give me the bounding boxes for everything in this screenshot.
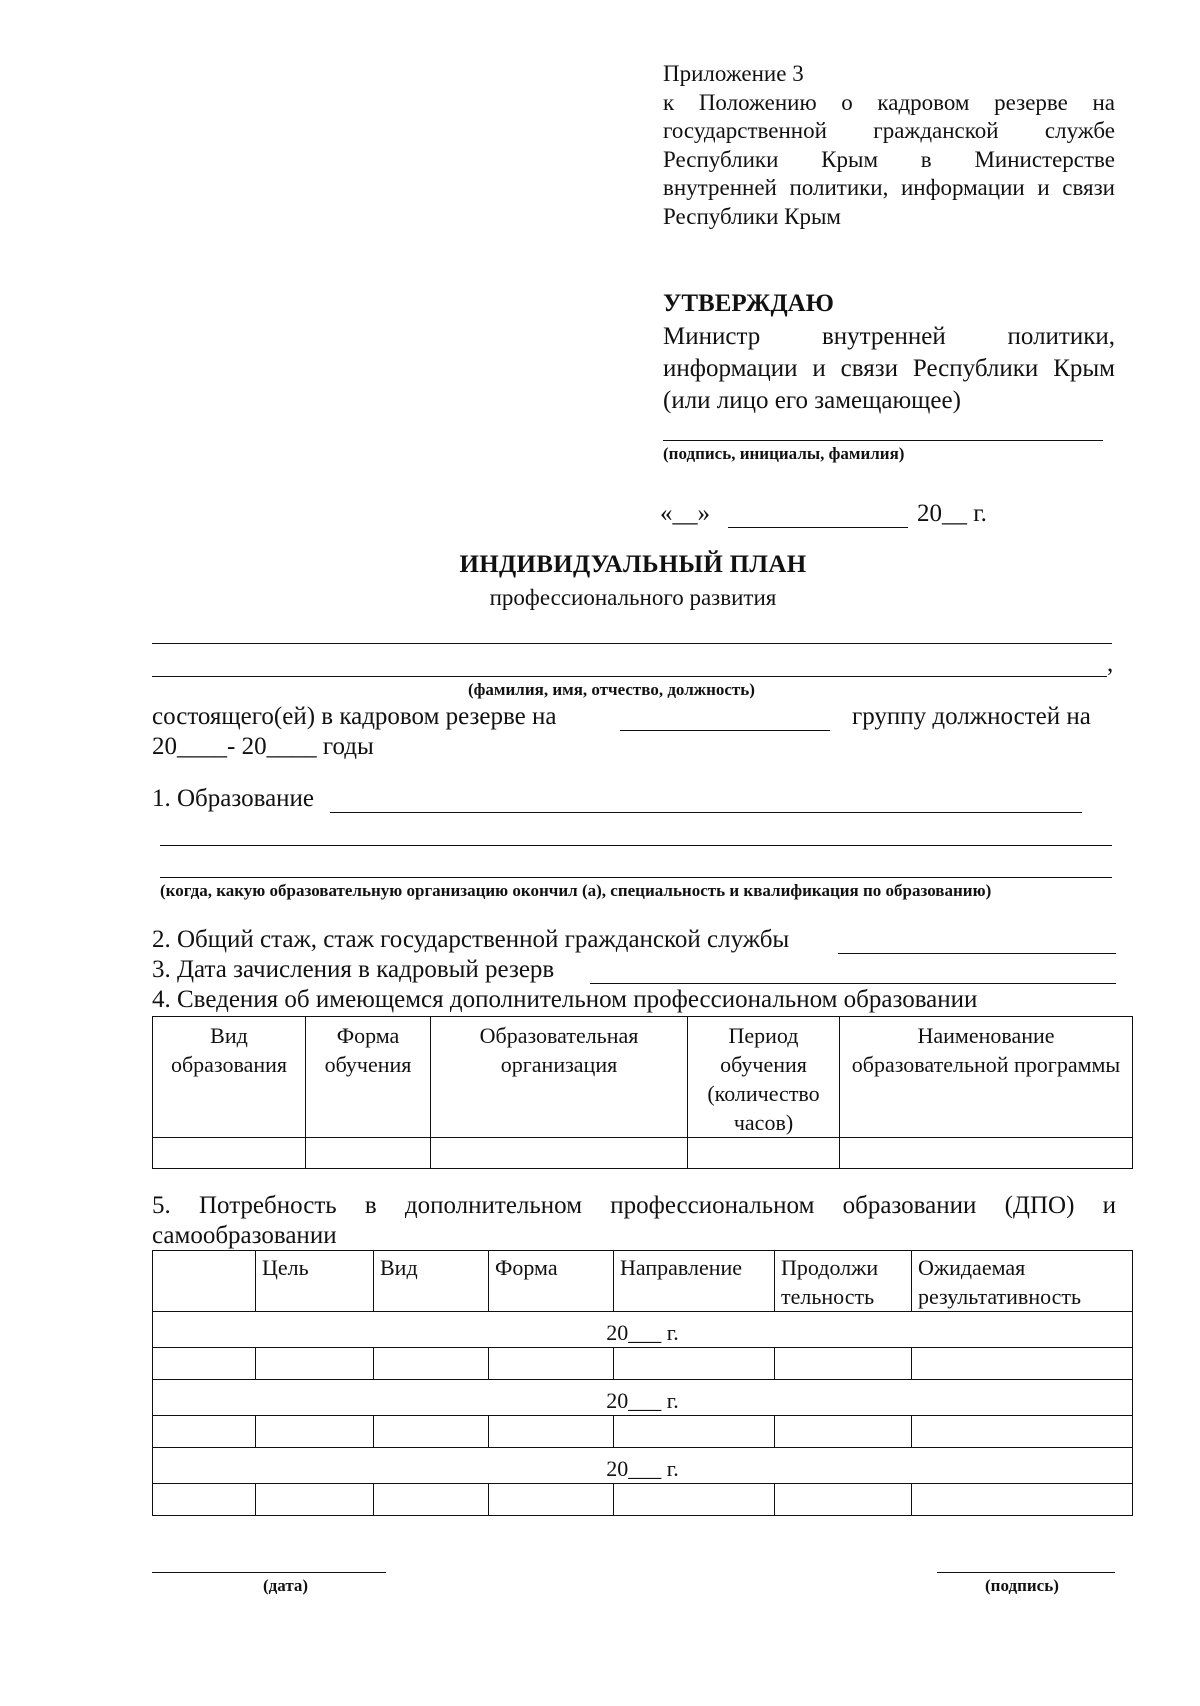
table-cell[interactable] <box>153 1138 306 1169</box>
approval-date-day[interactable]: «__» <box>660 500 710 527</box>
table-cell[interactable] <box>306 1138 431 1169</box>
appendix-line: Республики Крым <box>663 203 841 229</box>
year-row <box>153 1448 1133 1484</box>
table-header-row <box>153 1017 1133 1138</box>
footer-date-line[interactable] <box>152 1572 386 1573</box>
dpo-needs-table <box>152 1250 1133 1516</box>
column-header: Период обучения (количество часов) <box>688 1017 840 1138</box>
column-header: Образовательная организация <box>431 1017 688 1138</box>
table-cell[interactable] <box>256 1416 374 1448</box>
table-cell[interactable] <box>153 1484 256 1516</box>
appendix-line: Республики Крым в Министерстве <box>663 146 1115 172</box>
approval-date-year[interactable]: 20__ г. <box>917 500 987 527</box>
name-comma: , <box>1107 650 1114 677</box>
table-cell[interactable] <box>614 1416 775 1448</box>
reserve-text-2: группу должностей на <box>852 703 1091 730</box>
column-header: Вид образования <box>153 1017 306 1138</box>
column-header: Вид <box>374 1251 489 1312</box>
reserve-text: состоящего(ей) в кадровом резерве на <box>152 703 557 730</box>
year-label[interactable]: 20___ г. <box>153 1312 1133 1348</box>
table-cell[interactable] <box>912 1484 1133 1516</box>
table-row[interactable] <box>153 1416 1133 1448</box>
approval-line: (или лицо его замещающее) <box>663 387 961 414</box>
approval-date-month-line[interactable] <box>728 527 908 528</box>
table-cell[interactable] <box>840 1138 1133 1169</box>
table-cell[interactable] <box>688 1138 840 1169</box>
enrollment-date-line[interactable] <box>590 983 1116 984</box>
approval-block <box>663 287 1115 417</box>
table-cell[interactable] <box>775 1348 912 1380</box>
table-cell[interactable] <box>489 1484 614 1516</box>
table-cell[interactable] <box>374 1348 489 1380</box>
approval-heading: УТВЕРЖДАЮ <box>663 290 834 317</box>
year-label[interactable]: 20___ г. <box>153 1380 1133 1416</box>
appendix-block <box>663 60 1115 231</box>
table-cell[interactable] <box>374 1416 489 1448</box>
table-cell[interactable] <box>489 1348 614 1380</box>
table-cell[interactable] <box>614 1484 775 1516</box>
approval-line: информации и связи Республики Крым <box>663 355 1115 382</box>
table-cell[interactable] <box>153 1416 256 1448</box>
table-cell[interactable] <box>256 1348 374 1380</box>
footer-date-caption: (дата) <box>263 1576 309 1595</box>
education-line-2[interactable] <box>160 845 1112 846</box>
table-cell[interactable] <box>374 1484 489 1516</box>
footer-signature-caption: (подпись) <box>985 1576 1059 1595</box>
reserve-years[interactable]: 20____- 20____ годы <box>152 733 374 760</box>
table-row[interactable] <box>153 1348 1133 1380</box>
document-subtitle: профессионального развития <box>489 585 777 610</box>
table-row[interactable] <box>153 1138 1133 1169</box>
appendix-line: внутренней политики, информации и связи <box>663 175 1115 200</box>
table-cell[interactable] <box>256 1484 374 1516</box>
column-header: Форма <box>489 1251 614 1312</box>
table-cell[interactable] <box>912 1416 1133 1448</box>
table-cell[interactable] <box>431 1138 688 1169</box>
section-4-label: 4. Сведения об имеющемся дополнительном профессиональном образовании <box>152 986 978 1013</box>
approver-signature-line[interactable] <box>663 440 1103 441</box>
column-header: Наименование образовательной программы <box>840 1017 1133 1138</box>
table-cell[interactable] <box>775 1484 912 1516</box>
column-header: Цель <box>256 1251 374 1312</box>
column-header: Направление <box>614 1251 775 1312</box>
reserve-group-line[interactable] <box>620 730 830 731</box>
column-header: Форма обучения <box>306 1017 431 1138</box>
appendix-line: государственной гражданской службе <box>663 118 1115 143</box>
table-cell[interactable] <box>775 1416 912 1448</box>
document-title: ИНДИВИДУАЛЬНЫЙ ПЛАН <box>459 551 807 578</box>
footer-signature-line[interactable] <box>937 1572 1115 1573</box>
section-1-label: 1. Образование <box>152 785 315 812</box>
section-5-label-cont: самообразовании <box>152 1222 337 1249</box>
column-header: Продолжи тельность <box>775 1251 912 1312</box>
table-header-row <box>153 1251 1133 1312</box>
section-2-label: 2. Общий стаж, стаж государственной гражданской службы <box>152 926 790 953</box>
appendix-title: Приложение 3 <box>663 61 804 86</box>
section-5-label: 5. Потребность в дополнительном профессиональном образовании (ДПО) и <box>152 1192 1116 1219</box>
table-cell[interactable] <box>912 1348 1133 1380</box>
name-caption: (фамилия, имя, отчество, должность) <box>468 680 755 699</box>
year-row <box>153 1312 1133 1348</box>
education-line-3[interactable] <box>160 877 1112 878</box>
column-header <box>153 1251 256 1312</box>
section-3-label: 3. Дата зачисления в кадровый резерв <box>152 956 555 983</box>
table-cell[interactable] <box>153 1348 256 1380</box>
table-row[interactable] <box>153 1484 1133 1516</box>
name-line-2[interactable] <box>152 676 1107 677</box>
year-row <box>153 1380 1133 1416</box>
education-caption: (когда, какую образовательную организацию окончил (а), специальность и квалификация по образованию) <box>160 881 992 900</box>
approval-line: Министр внутренней политики, <box>663 323 1115 350</box>
signature-caption: (подпись, инициалы, фамилия) <box>663 444 905 463</box>
education-table <box>152 1016 1133 1169</box>
education-line-1[interactable] <box>330 812 1082 813</box>
column-header: Ожидаемая результативность <box>912 1251 1133 1312</box>
appendix-line: к Положению о кадровом резерве на <box>663 89 1115 115</box>
experience-line[interactable] <box>838 953 1116 954</box>
year-label[interactable]: 20___ г. <box>153 1448 1133 1484</box>
table-cell[interactable] <box>489 1416 614 1448</box>
name-line-1[interactable] <box>152 643 1112 644</box>
table-cell[interactable] <box>614 1348 775 1380</box>
